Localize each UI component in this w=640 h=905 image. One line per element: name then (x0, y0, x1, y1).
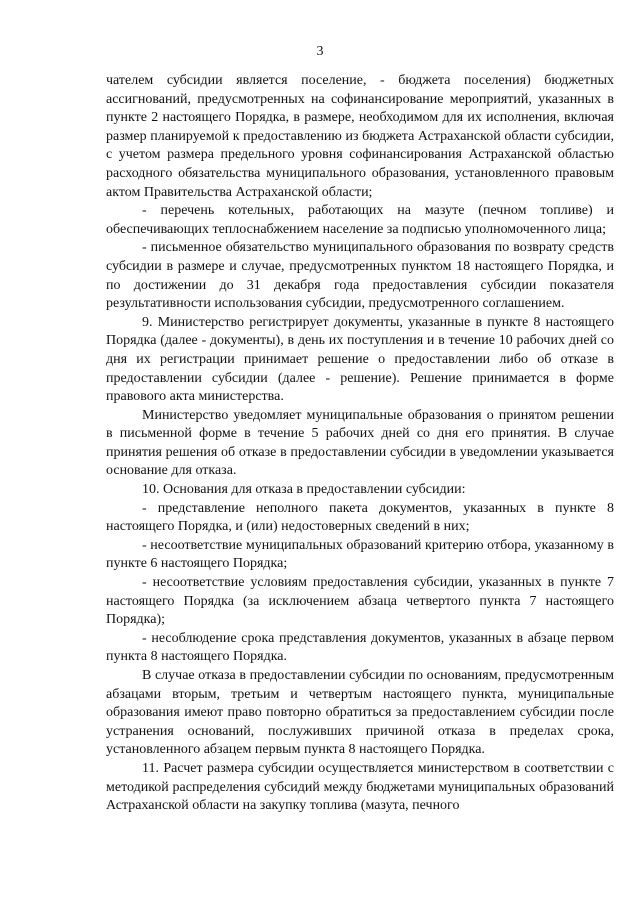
paragraph: В случае отказа в предоставлении субсидии по основаниям, предусмотренным абзацами вторым, третьим и четвертым настоящего пункта, муниципальные образования имеют право повторно обратиться за предоставлением субсидии после устранения оснований, послуживших причиной отказа в пределах срока, установленного абзацем первым пункта 8 настоящего Порядка. (106, 668, 614, 758)
paragraph: - несоблюдение срока представления документов, указанных в абзаце первом пункта 8 настоящего Порядка. (106, 630, 614, 665)
paragraph: - несоответствие муниципальных образований критерию отбора, указанному в пункте 6 настоящего Порядка; (106, 537, 614, 572)
paragraph: 9. Министерство регистрирует документы, указанные в пункте 8 настоящего Порядка (далее - документы), в день их поступления и в течение 10 рабочих дней со дня их регистрации принимает решение о предоставлении либо об отказе в предоставлении субсидии (далее - решение). Решение принимается в форме правового акта министерства. (106, 314, 614, 405)
paragraph: - несоответствие условиям предоставления субсидии, указанных в пункте 7 настоящего Порядка (за исключением абзаца четвертого пункта 7 настоящего Порядка); (106, 575, 614, 628)
paragraph: 11. Расчет размера субсидии осуществляется министерством в соответствии с методикой распределения субсидий между бюджетами муниципальных образований Астраханской области на закупку топлива (мазута, печного (106, 760, 614, 814)
paragraph: 10. Основания для отказа в предоставлении субсидии: (142, 482, 466, 498)
paragraph: - перечень котельных, работающих на мазуте (печном топливе) и обеспечивающих теплоснабжением население за подписью уполномоченного лица; (106, 203, 614, 237)
document-body (106, 72, 614, 816)
paragraph: чателем субсидии является поселение, - бюджета поселения) бюджетных ассигнований, предусмотренных на софинансирование мероприятий, указанных в пункте 2 настоящего Порядка, в размере, необходимом для их исполнения, включая размер планируемой к предоставлению из бюджета Астраханской области субсидии, с учетом размера предельного уровня софинансирования Астраханской областью расходного обязательства муниципального образования, установленного правовым актом Правительства Астраханской области; (106, 73, 614, 200)
paragraph: - письменное обязательство муниципального образования по возврату средств субсидии в размере и случае, предусмотренных пунктом 18 настоящего Порядка, и по достижении до 31 декабря года предоставления субсидии показателя результативности использования субсидии, предусмотренного соглашением. (106, 240, 614, 312)
page-number: 3 (316, 44, 324, 59)
paragraph: Министерство уведомляет муниципальные образования о принятом решении в письменной форме в течение 5 рабочих дней со дня его принятия. В случае принятия решения об отказе в предоставлении субсидии в уведомлении указывается основание для отказа. (106, 407, 614, 479)
paragraph: - представление неполного пакета документов, указанных в пункте 8 настоящего Порядка, и (или) недостоверных сведений в них; (106, 500, 614, 535)
